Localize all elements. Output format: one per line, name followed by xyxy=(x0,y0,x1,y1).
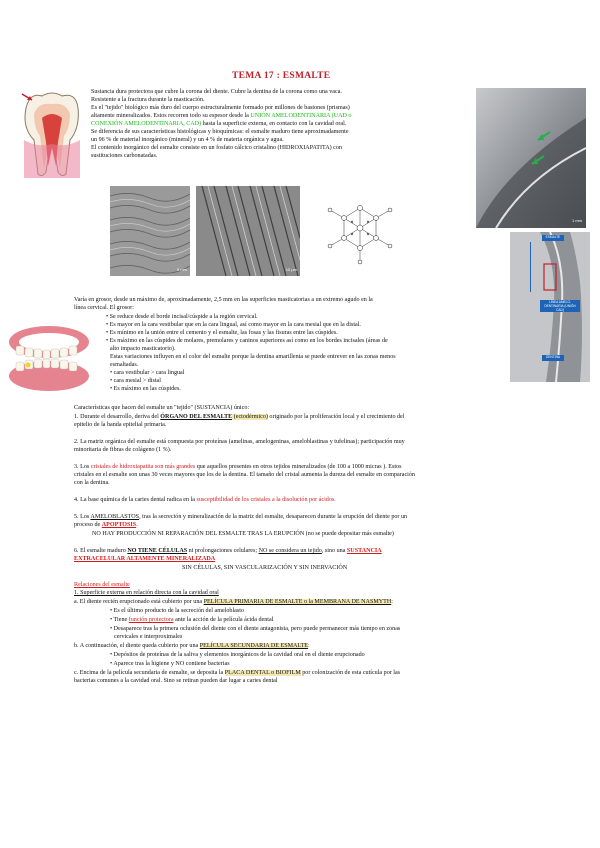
relations-a-text: a. El diente recién erupcionado está cubierto por una xyxy=(74,599,204,605)
char-p6-a: 6. El esmalte maduro xyxy=(74,548,128,554)
thickness-bullet-5-cont: esmaltadas. xyxy=(110,362,139,368)
dentures-illustration xyxy=(4,318,94,394)
intro-line-4-text: altamente mineralizados. Estos recorren todo su espesor desde la xyxy=(91,113,251,119)
intro-line-9: sustituciones carbonatadas. xyxy=(91,153,158,159)
char-p2-line1: 2. La matriz orgánica del esmalte está compuesta por proteínas (amelinas, amelogeninas, ameloblastinas y tufelinas); participación muy xyxy=(74,439,405,445)
char-p3-line3: con la dentina. xyxy=(74,480,110,486)
relations-c-line1 xyxy=(74,669,400,677)
uad-after: hasta la superficie externa, en contacto con la cavidad oral. xyxy=(201,121,347,127)
thickness-bullet-3: • Es mínimo en la unión entre el cemento y el esmalte, las fosas y las fisuras entre las cúspides. xyxy=(106,330,338,336)
intro-line-2: Resistente a la fractura durante la masticación. xyxy=(91,97,205,103)
relations-b-item-2-text: Aparece tras la higiene y NO contiene bacterias xyxy=(113,661,230,667)
char-p6-sustancia: SUSTANCIA xyxy=(346,548,382,554)
char-p5-a: 5. Los xyxy=(74,514,91,520)
intro-line-3: Es el "tejido" biológico más duro del cuerpo estructuralmente formado por millones de bastones (prismas) xyxy=(91,105,350,111)
char-p6-line3: SIN CÉLULAS, SIN VASCULARIZACIÓN Y SIN INERVACIÓN xyxy=(182,565,348,571)
char-p5-ameloblastos: AMELOBLASTOS xyxy=(90,514,140,520)
thickness-sub-1-text: cara vestibular > cara lingual xyxy=(113,370,185,376)
relations-b-text: b. A continuación, el diente queda cubierto por una xyxy=(74,643,200,649)
thickness-line-1: Varía en grosor, desde un máximo de, aproximadamente, 2,5 mm en las superficies masticatorias a un extremo agudo en la xyxy=(74,297,373,303)
char-p5-c: , tras la secreción y mineralización de la matriz del esmalte, desaparecen durante la erupción del diente por un xyxy=(139,514,408,520)
relations-a-item-3-text: Desaparece tras la primera oclusión del diente con el diente antagonista, pero puede permanecer más tiempo en zonas xyxy=(113,626,401,632)
intro-line-4 xyxy=(91,112,351,120)
relations-b-item-1-text: Depósitos de proteínas de la saliva y elementos inorgánicos de la cavidad oral en el diente erupcionado xyxy=(113,652,365,658)
relations-c-a: c. Encima de la película secundaria de esmalte, se deposita la xyxy=(74,670,225,676)
char-p6-c: ni prolongaciones celulares; xyxy=(187,548,259,554)
relations-a-item-1: • Es el último producto de la secreción del ameloblasto xyxy=(110,608,244,614)
thickness-sub-2-text: cara mesial > distal xyxy=(113,378,161,384)
thickness-bullet-5: Estas variaciones influyen en el color del esmalte porque la dentina amarillenta se puede entrever en las zonas menos xyxy=(110,354,396,360)
thickness-line-2: línea cervical. El grosor: xyxy=(74,305,134,311)
relations-sub1: 1. Superficie externa en relación directa con la cavidad oral xyxy=(74,590,219,596)
relations-a-item-3-cont: cervicales e interproximales xyxy=(114,634,183,640)
relations-a-item-3: • Desaparece tras la primera oclusión del diente con el diente antagonista, pero puede permanecer más tiempo en zonas xyxy=(110,626,401,632)
char-p5-d: proceso de xyxy=(74,522,102,528)
relations-b-item-1: • Depósitos de proteínas de la saliva y elementos inorgánicos de la cavidad oral en el diente erupcionado xyxy=(110,652,365,658)
char-p3-c: que aquellos presentes en otros tejidos mineralizados (de 100 a 1000 micras ). Estos xyxy=(195,464,402,470)
relations-b-intro xyxy=(74,642,310,650)
relations-a-intro xyxy=(74,598,393,606)
char-p6-nocelulas: NO TIENE CÉLULAS xyxy=(127,548,188,554)
thickness-bullet-2-text: Es mayor en la cara vestibular que en la cara lingual, así como mayor en la cara mesial que en la distal. xyxy=(109,322,361,328)
intro-line-5 xyxy=(91,120,346,128)
char-p3-a: 3. Los xyxy=(74,464,91,470)
relations-c-c: por colonización de esta cutícula por las xyxy=(300,670,401,676)
page-title: TEMA 17 : ESMALTE xyxy=(232,71,331,81)
micrograph-prisms-2 xyxy=(196,186,300,276)
micro1-scale: 5 mm xyxy=(177,267,187,272)
relations-a-hl: PELÍCULA PRIMARIA DE ESMALTE o la MEMBRANA DE NASMYTH xyxy=(203,599,392,605)
char-p3-line1 xyxy=(74,463,401,471)
char-p6-line2 xyxy=(74,555,215,563)
char-p6-line1 xyxy=(74,547,382,555)
label-esmalte: ESMALTE xyxy=(542,235,564,241)
enamel-sem-photo xyxy=(476,88,586,228)
label-dentina: DENTINA xyxy=(542,355,564,361)
char-p6-notejido: NO se considera un tejido xyxy=(258,548,322,554)
relations-a-item-2-c: ante la acción de la película ácida dental xyxy=(173,617,274,623)
char-p6-e: , sino una xyxy=(321,548,347,554)
intro-line-6: Se diferencia de sus características histológicas y bioquímicas: el esmalte maduro tiene aproximadamente xyxy=(91,129,349,135)
relations-c-hl: PLACA DENTAL o BIOFILM xyxy=(224,670,301,676)
thickness-sub-3: • Es máximo en las cúspides. xyxy=(110,386,181,392)
char-p5-apoptosis: APOPTOSIS xyxy=(101,522,137,528)
char-p1-d: originado por la proliferación local y el crecimiento del xyxy=(267,414,405,420)
char-p1-line1 xyxy=(74,413,404,421)
char-p4-line xyxy=(74,496,336,504)
char-p1-a: 1. Durante el desarrollo, deriva del xyxy=(74,414,161,420)
thickness-sub-3-text: Es máximo en las cúspides. xyxy=(113,386,181,392)
relations-heading: Relaciones del esmalte xyxy=(74,582,130,588)
relations-a-item-2: • Tiene función protectora ante la acción de la película ácida dental xyxy=(110,617,274,623)
char-p2-line2: minoritaria de fibras de colágeno (1 %). xyxy=(74,447,172,453)
relations-b-hl: PELÍCULA SECUNDARIA DE ESMALTE xyxy=(199,643,309,649)
thickness-bullet-2: • Es mayor en la cara vestibular que en la cara lingual, así como mayor en la cara mesial que en la distal. xyxy=(106,322,361,328)
tooth-illustration xyxy=(18,88,86,180)
thickness-bullet-3-text: Es mínimo en la unión entre el cemento y el esmalte, las fosas y las fisuras entre las cúspides. xyxy=(109,330,338,336)
char-p3-line2: cristales en el esmalte son unas 30 veces mayores que los de la dentina. El tamaño del cristal aumenta la dureza del esmalte en comparación xyxy=(74,472,415,478)
char-p5-g: NO HAY PRODUCCIÓN NI REPARACIÓN DEL ESMALTE TRAS LA ERUPCIÓN xyxy=(92,531,305,537)
intro-line-8: El contenido inorgánico del esmalte consiste en un fosfato cálcico cristalino (HIDROXIAPATITA) con xyxy=(91,145,342,151)
photo-scale: 1 mm xyxy=(572,218,582,223)
thickness-sub-1: • cara vestibular > cara lingual xyxy=(110,370,185,376)
thickness-bullet-4: • Es máximo en las cúspides de molares, premolares y caninos superiores así como en los bordes incisales (áreas de xyxy=(106,338,388,344)
char-p1-ecto: (ectodérmico) xyxy=(232,414,268,420)
char-p5-line1 xyxy=(74,513,407,521)
thickness-bullet-1-text: Se reduce desde el borde incisal/cúspide a la región cervical. xyxy=(109,314,258,320)
relations-a-item-2-a: Tiene xyxy=(113,617,129,623)
thickness-bullet-4-text: Es máximo en las cúspides de molares, premolares y caninos superiores así como en los bordes incisales (áreas de xyxy=(109,338,388,344)
label-uad: LÍNEA AMELO-DENTINARIA (UNIÓN CAD) xyxy=(540,300,580,312)
char-p4-red: susceptibilidad de los cristales a la disolución por ácidos. xyxy=(196,497,336,503)
uad-term-1: UNIÓN AMELODENTINARIA (UAD o xyxy=(250,113,352,119)
char-p5-line3 xyxy=(92,530,394,538)
micrograph-prisms-1 xyxy=(110,186,190,276)
micro2-scale: 10 µm xyxy=(285,267,297,272)
char-p5-f: . xyxy=(136,522,138,528)
char-p1-organo: ÓRGANO DEL ESMALTE xyxy=(160,414,233,420)
relations-a-item-1-text: Es el último producto de la secreción del ameloblasto xyxy=(113,608,244,614)
relations-a-item-2-b: función protectora xyxy=(128,617,174,623)
char-p6-extracelular: EXTRACELULAR ALTAMENTE MINERALIZADA xyxy=(74,556,216,562)
relations-b-colon: : xyxy=(308,643,310,649)
intro-line-7: un 96 % de material inorgánico (mineral) y un 4 % de materia orgánica y agua. xyxy=(91,137,284,143)
char-p5-h: (no se puede depositar más esmalte) xyxy=(304,531,394,537)
char-p3-red: cristales de hidroxiapatita son más grandes xyxy=(90,464,196,470)
char-p5-line2 xyxy=(74,521,138,529)
diagram-arrow-1 xyxy=(530,242,531,292)
thickness-bullet-1: • Se reduce desde el borde incisal/cúspide a la región cervical. xyxy=(106,314,258,320)
uad-term-2: CONEXIÓN AMELODENTINARIA, CAD) xyxy=(91,121,202,127)
relations-c-line2: bacterias comunes a la cavidad oral. Sino se retiran pueden dar lugar a caries dental xyxy=(74,678,278,684)
hydroxyapatite-structure xyxy=(320,200,400,270)
thickness-bullet-4-cont: alto impacto masticatorio). xyxy=(110,346,176,352)
thickness-sub-2: • cara mesial > distal xyxy=(110,378,161,384)
char-p4-a: 4. La base química de la caries dental radica en la xyxy=(74,497,197,503)
relations-a-colon: : xyxy=(391,599,393,605)
char-p1-line2: epitelio de la banda epitelial primaria. xyxy=(74,422,167,428)
char-heading: Características que hacen del esmalte un "tejido" (SUSTANCIA) único: xyxy=(74,405,250,411)
intro-line-1: Sustancia dura protectora que cubre la corona del diente. Cubre la dentina de la corona como una vaca. xyxy=(91,89,342,95)
relations-b-item-2: • Aparece tras la higiene y NO contiene bacterias xyxy=(110,661,230,667)
